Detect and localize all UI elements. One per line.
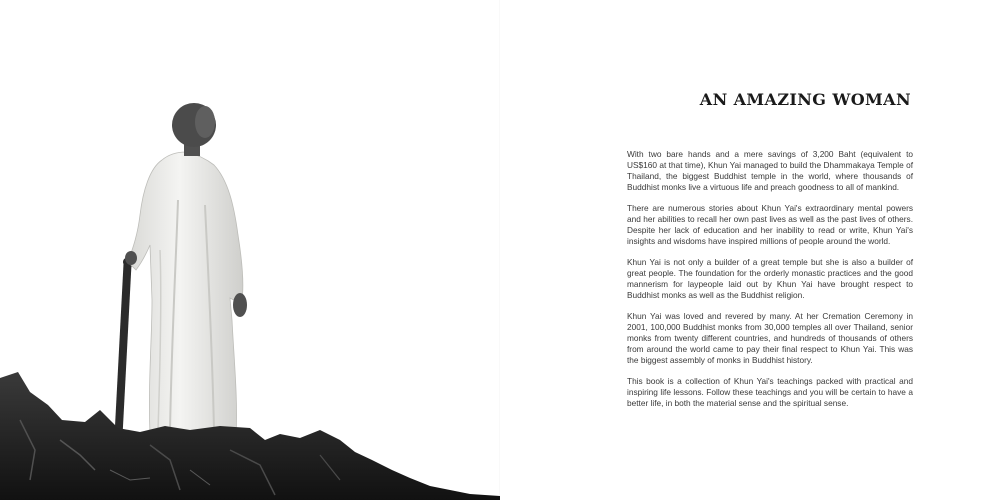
paragraph-3: Khun Yai is not only a builder of a great temple but she is also a builder of great people. The foundation for the orderly monastic practices and the good mannerism for laypeople laid out by Khun Yai have brought respect to Buddhist monks as well as the Buddhist religion. bbox=[627, 257, 913, 300]
paragraph-5: This book is a collection of Khun Yai's teachings packed with practical and inspiring life lessons. Follow these teachings and you will be certain to have a better life, in both the material sense and the spiritual sense. bbox=[627, 376, 913, 409]
page-title: AN AMAZING WOMAN bbox=[699, 90, 911, 109]
body-text bbox=[627, 149, 913, 420]
paragraph-2: There are numerous stories about Khun Yai's extraordinary mental powers and her abilities to recall her own past lives as well as the past lives of others. Despite her lack of education and her inability to read or write, Khun Yai's insights and wisdoms have inspired millions of people around the world. bbox=[627, 203, 913, 246]
paragraph-1: With two bare hands and a mere savings of 3,200 Baht (equivalent to US$160 at that time), Khun Yai managed to build the Dhammakaya Temple of Thailand, the biggest Buddhist temple in the world, where thousands of Buddhist monks live a virtuous life and preach goodness to all of mankind. bbox=[627, 149, 913, 192]
rock-formation bbox=[0, 372, 500, 500]
paragraph-4: Khun Yai was loved and revered by many. At her Cremation Ceremony in 2001, 100,000 Buddhist monks from 30,000 temples all over Thailand, senior monks from twenty different countries, and hundreds of thousands of others from around the world came to pay their final respect to Khun Yai. This was the biggest assembly of monks in Buddhist history. bbox=[627, 311, 913, 365]
walking-cane bbox=[114, 257, 135, 440]
text-page bbox=[500, 0, 1000, 500]
robed-figure bbox=[125, 103, 247, 436]
